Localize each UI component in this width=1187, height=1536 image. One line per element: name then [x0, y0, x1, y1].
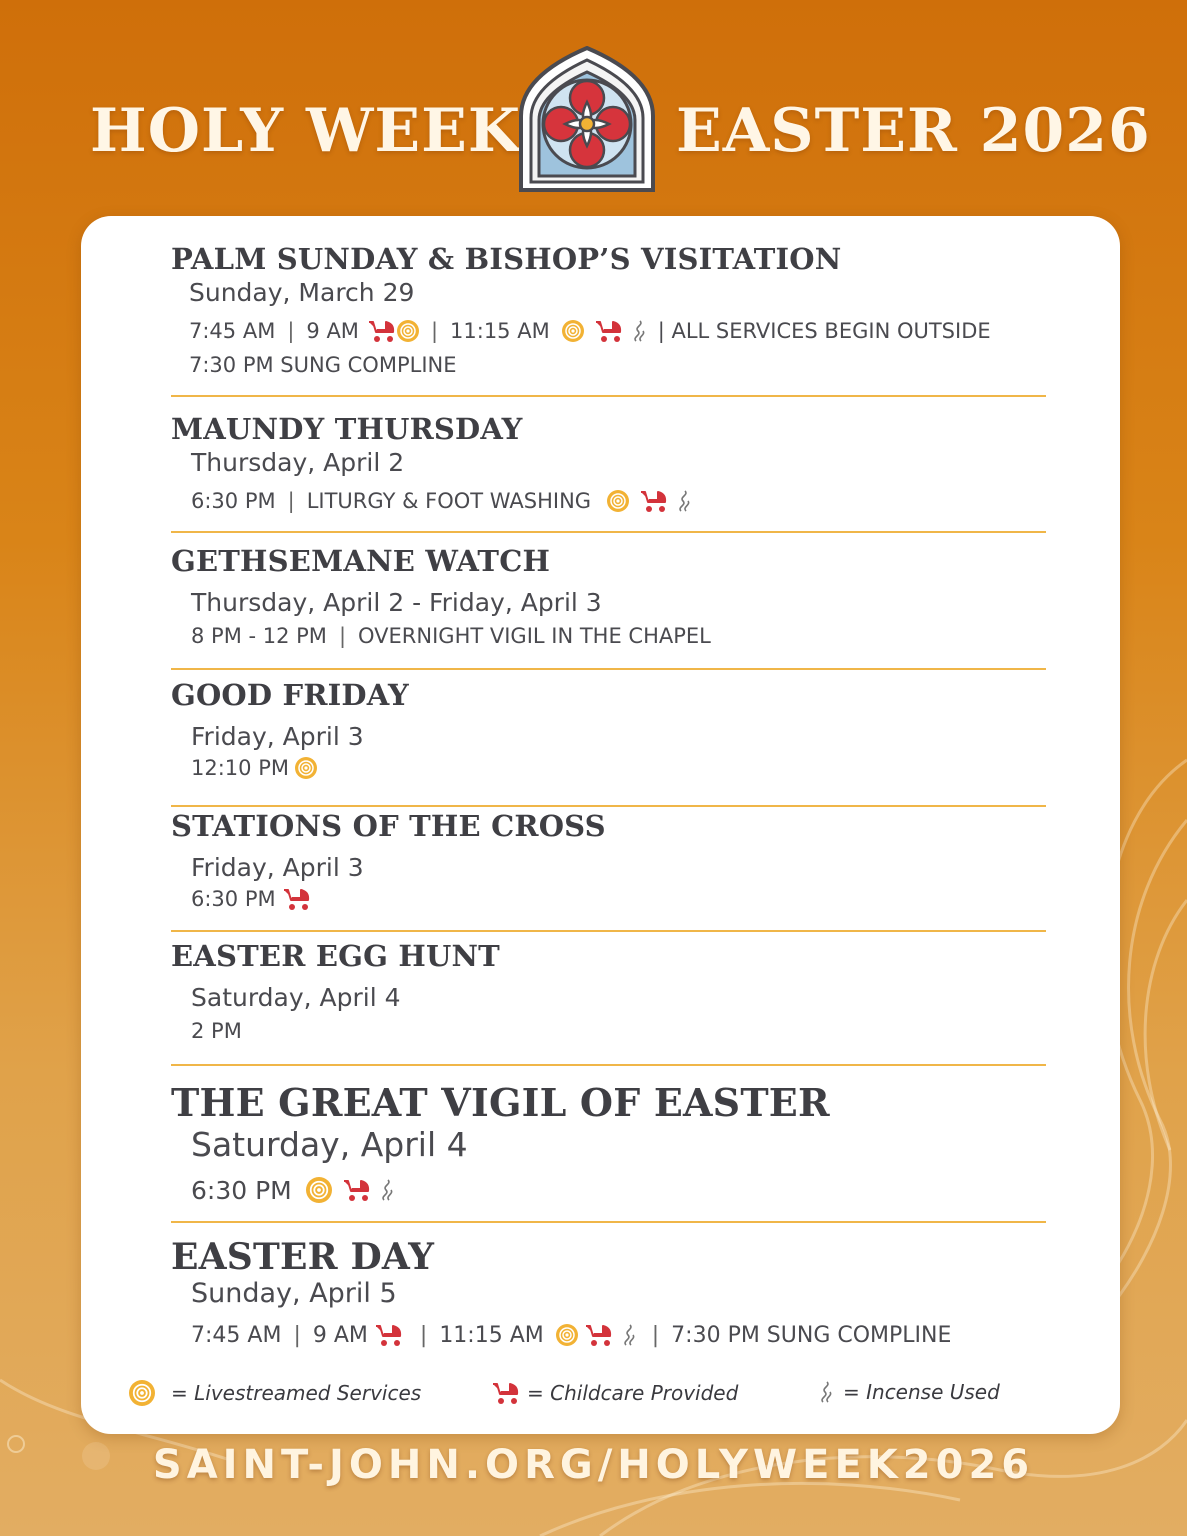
service-time: 2 PM	[191, 1019, 242, 1043]
incense-icon	[620, 1323, 638, 1347]
event-date: Friday, April 3	[191, 722, 364, 751]
legend-label: = Incense Used	[843, 1380, 1000, 1404]
event-title: STATIONS OF THE CROSS	[171, 809, 606, 843]
event-date: Sunday, March 29	[189, 278, 415, 307]
event-date: Thursday, April 2	[191, 448, 405, 477]
livestream-icon	[556, 1324, 578, 1346]
stained-glass-window-icon	[517, 46, 657, 194]
stroller-icon	[491, 1380, 521, 1406]
event-easter-egg-hunt	[171, 939, 1046, 1046]
event-date: Sunday, April 5	[191, 1278, 397, 1309]
section-divider	[171, 531, 1046, 533]
event-title: PALM SUNDAY & BISHOP’S VISITATION	[171, 242, 842, 276]
event-stations-of-the-cross	[171, 809, 1046, 914]
legend-label: = Livestreamed Services	[171, 1381, 422, 1405]
legend-label: = Childcare Provided	[527, 1381, 739, 1405]
section-divider	[171, 1064, 1046, 1066]
separator: |	[293, 1322, 301, 1348]
service-time: 11:15 AM	[439, 1322, 544, 1348]
event-date: Thursday, April 2 - Friday, April 3	[191, 588, 602, 617]
livestream-icon	[607, 490, 629, 512]
event-great-vigil-of-easter	[171, 1080, 1046, 1210]
service-time: 6:30 PM	[191, 1175, 292, 1205]
event-title: EASTER EGG HUNT	[171, 939, 500, 973]
section-divider	[171, 805, 1046, 807]
separator: |	[287, 319, 295, 343]
service-time: 8 PM - 12 PM	[191, 624, 327, 648]
stroller-icon	[374, 1322, 404, 1348]
section-divider	[171, 668, 1046, 670]
service-time: 11:15 AM	[450, 319, 550, 343]
header-title-left: HOLY WEEK	[90, 96, 522, 166]
event-title: MAUNDY THURSDAY	[171, 412, 523, 446]
livestream-icon	[562, 320, 584, 342]
service-time: 7:45 AM	[191, 1322, 282, 1348]
stroller-icon	[282, 886, 312, 912]
footer-url: SAINT-JOHN.ORG/HOLYWEEK2026	[152, 1442, 1035, 1488]
service-time: 9 AM	[312, 1322, 368, 1348]
event-times	[191, 1317, 1046, 1353]
separator: |	[651, 1322, 660, 1348]
event-times	[191, 1016, 1046, 1046]
schedule-card	[81, 216, 1120, 1434]
service-note: OVERNIGHT VIGIL IN THE CHAPEL	[358, 624, 711, 648]
legend-incense	[817, 1380, 1000, 1404]
event-times	[189, 313, 1046, 349]
event-times	[191, 1170, 1046, 1210]
event-title: GOOD FRIDAY	[171, 678, 409, 712]
service-time: 6:30 PM	[191, 489, 276, 513]
separator: |	[419, 1322, 428, 1348]
livestream-icon	[306, 1177, 332, 1203]
stroller-icon	[584, 1322, 614, 1348]
event-title: THE GREAT VIGIL OF EASTER	[171, 1080, 830, 1125]
event-title: GETHSEMANE WATCH	[171, 544, 551, 578]
event-times	[189, 353, 1046, 377]
event-times	[191, 621, 1046, 651]
event-times	[191, 483, 1046, 519]
service-time: 9 AM	[306, 319, 359, 343]
livestream-icon	[129, 1380, 155, 1406]
icon-legend	[129, 1380, 1089, 1410]
event-date: Friday, April 3	[191, 853, 364, 882]
section-divider	[171, 1221, 1046, 1223]
service-note: | ALL SERVICES BEGIN OUTSIDE	[657, 319, 991, 343]
event-title: EASTER DAY	[171, 1236, 435, 1278]
event-date: Saturday, April 4	[191, 1125, 468, 1164]
legend-childcare	[491, 1380, 738, 1406]
separator: |	[287, 489, 295, 513]
service-time: 6:30 PM	[191, 887, 276, 911]
service-note: LITURGY & FOOT WASHING	[306, 489, 592, 513]
separator: |	[338, 624, 347, 648]
incense-icon	[378, 1178, 396, 1202]
livestream-icon	[295, 757, 317, 779]
livestream-icon	[397, 320, 419, 342]
service-time: 7:30 PM SUNG COMPLINE	[671, 1322, 952, 1348]
header-title-right: EASTER 2026	[676, 96, 1151, 166]
incense-icon	[630, 319, 648, 343]
service-time: 7:30 PM SUNG COMPLINE	[189, 353, 457, 377]
stroller-icon	[594, 318, 624, 344]
event-gethsemane-watch	[171, 544, 1046, 651]
section-divider	[171, 930, 1046, 932]
event-times	[191, 884, 1046, 914]
event-good-friday	[171, 678, 1046, 783]
section-divider	[171, 395, 1046, 397]
stroller-icon	[342, 1177, 372, 1203]
event-palm-sunday	[171, 242, 1046, 377]
event-times	[191, 753, 1046, 783]
service-time: 7:45 AM	[189, 319, 276, 343]
event-maundy-thursday	[171, 412, 1046, 519]
incense-icon	[817, 1380, 835, 1404]
stroller-icon	[639, 488, 669, 514]
legend-livestream	[129, 1380, 421, 1406]
event-date: Saturday, April 4	[191, 983, 401, 1012]
stroller-icon	[367, 318, 397, 344]
separator: |	[430, 319, 439, 343]
incense-icon	[675, 489, 693, 513]
service-time: 12:10 PM	[191, 756, 289, 780]
event-easter-day	[171, 1236, 1046, 1353]
